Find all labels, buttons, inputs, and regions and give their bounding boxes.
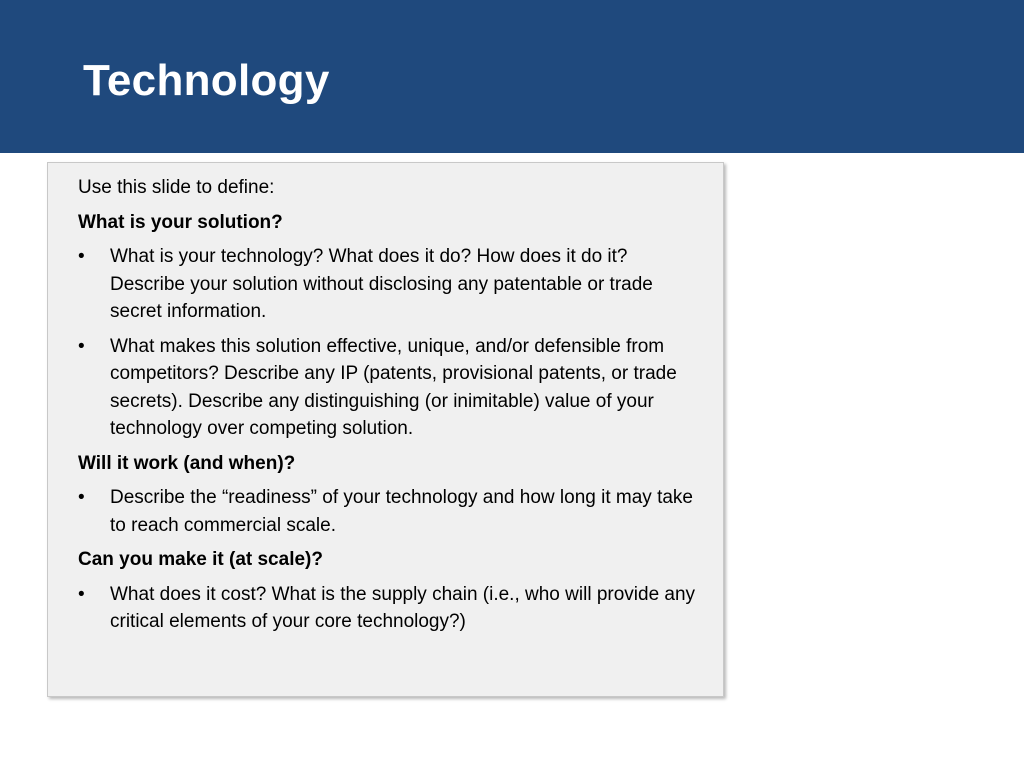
bullet-text: What does it cost? What is the supply chain (i.e., who will provide any critical elements of your core technology?) bbox=[110, 583, 696, 632]
header-band bbox=[0, 0, 1024, 153]
bullet-marker: • bbox=[78, 583, 85, 605]
bullet-marker: • bbox=[78, 335, 85, 357]
section-heading-readiness: Will it work (and when)? bbox=[78, 452, 296, 474]
bullet-item bbox=[78, 333, 703, 443]
bullet-text: Describe the “readiness” of your technology and how long it may take to reach commercial scale. bbox=[110, 487, 693, 536]
bullet-text: What makes this solution effective, unique, and/or defensible from competitors? Describe any IP (patents, provisional patents, or trade secrets). Describe any distinguishing (or inimitable) value of your technology over competing solution. bbox=[110, 335, 677, 439]
bullet-text: What is your technology? What does it do? How does it do it? Describe your solution without disclosing any patentable or trade secret information. bbox=[110, 246, 653, 322]
content-box bbox=[47, 162, 724, 697]
bullet-item bbox=[78, 243, 703, 326]
bullet-marker: • bbox=[78, 246, 85, 267]
section-heading-solution: What is your solution? bbox=[78, 211, 283, 233]
bullet-marker: • bbox=[78, 487, 85, 508]
section-heading-scale: Can you make it (at scale)? bbox=[78, 549, 323, 570]
bullet-item bbox=[78, 484, 703, 539]
bullet-item bbox=[78, 581, 703, 636]
intro-text: Use this slide to define: bbox=[78, 177, 275, 198]
slide-title: Technology bbox=[83, 56, 330, 105]
